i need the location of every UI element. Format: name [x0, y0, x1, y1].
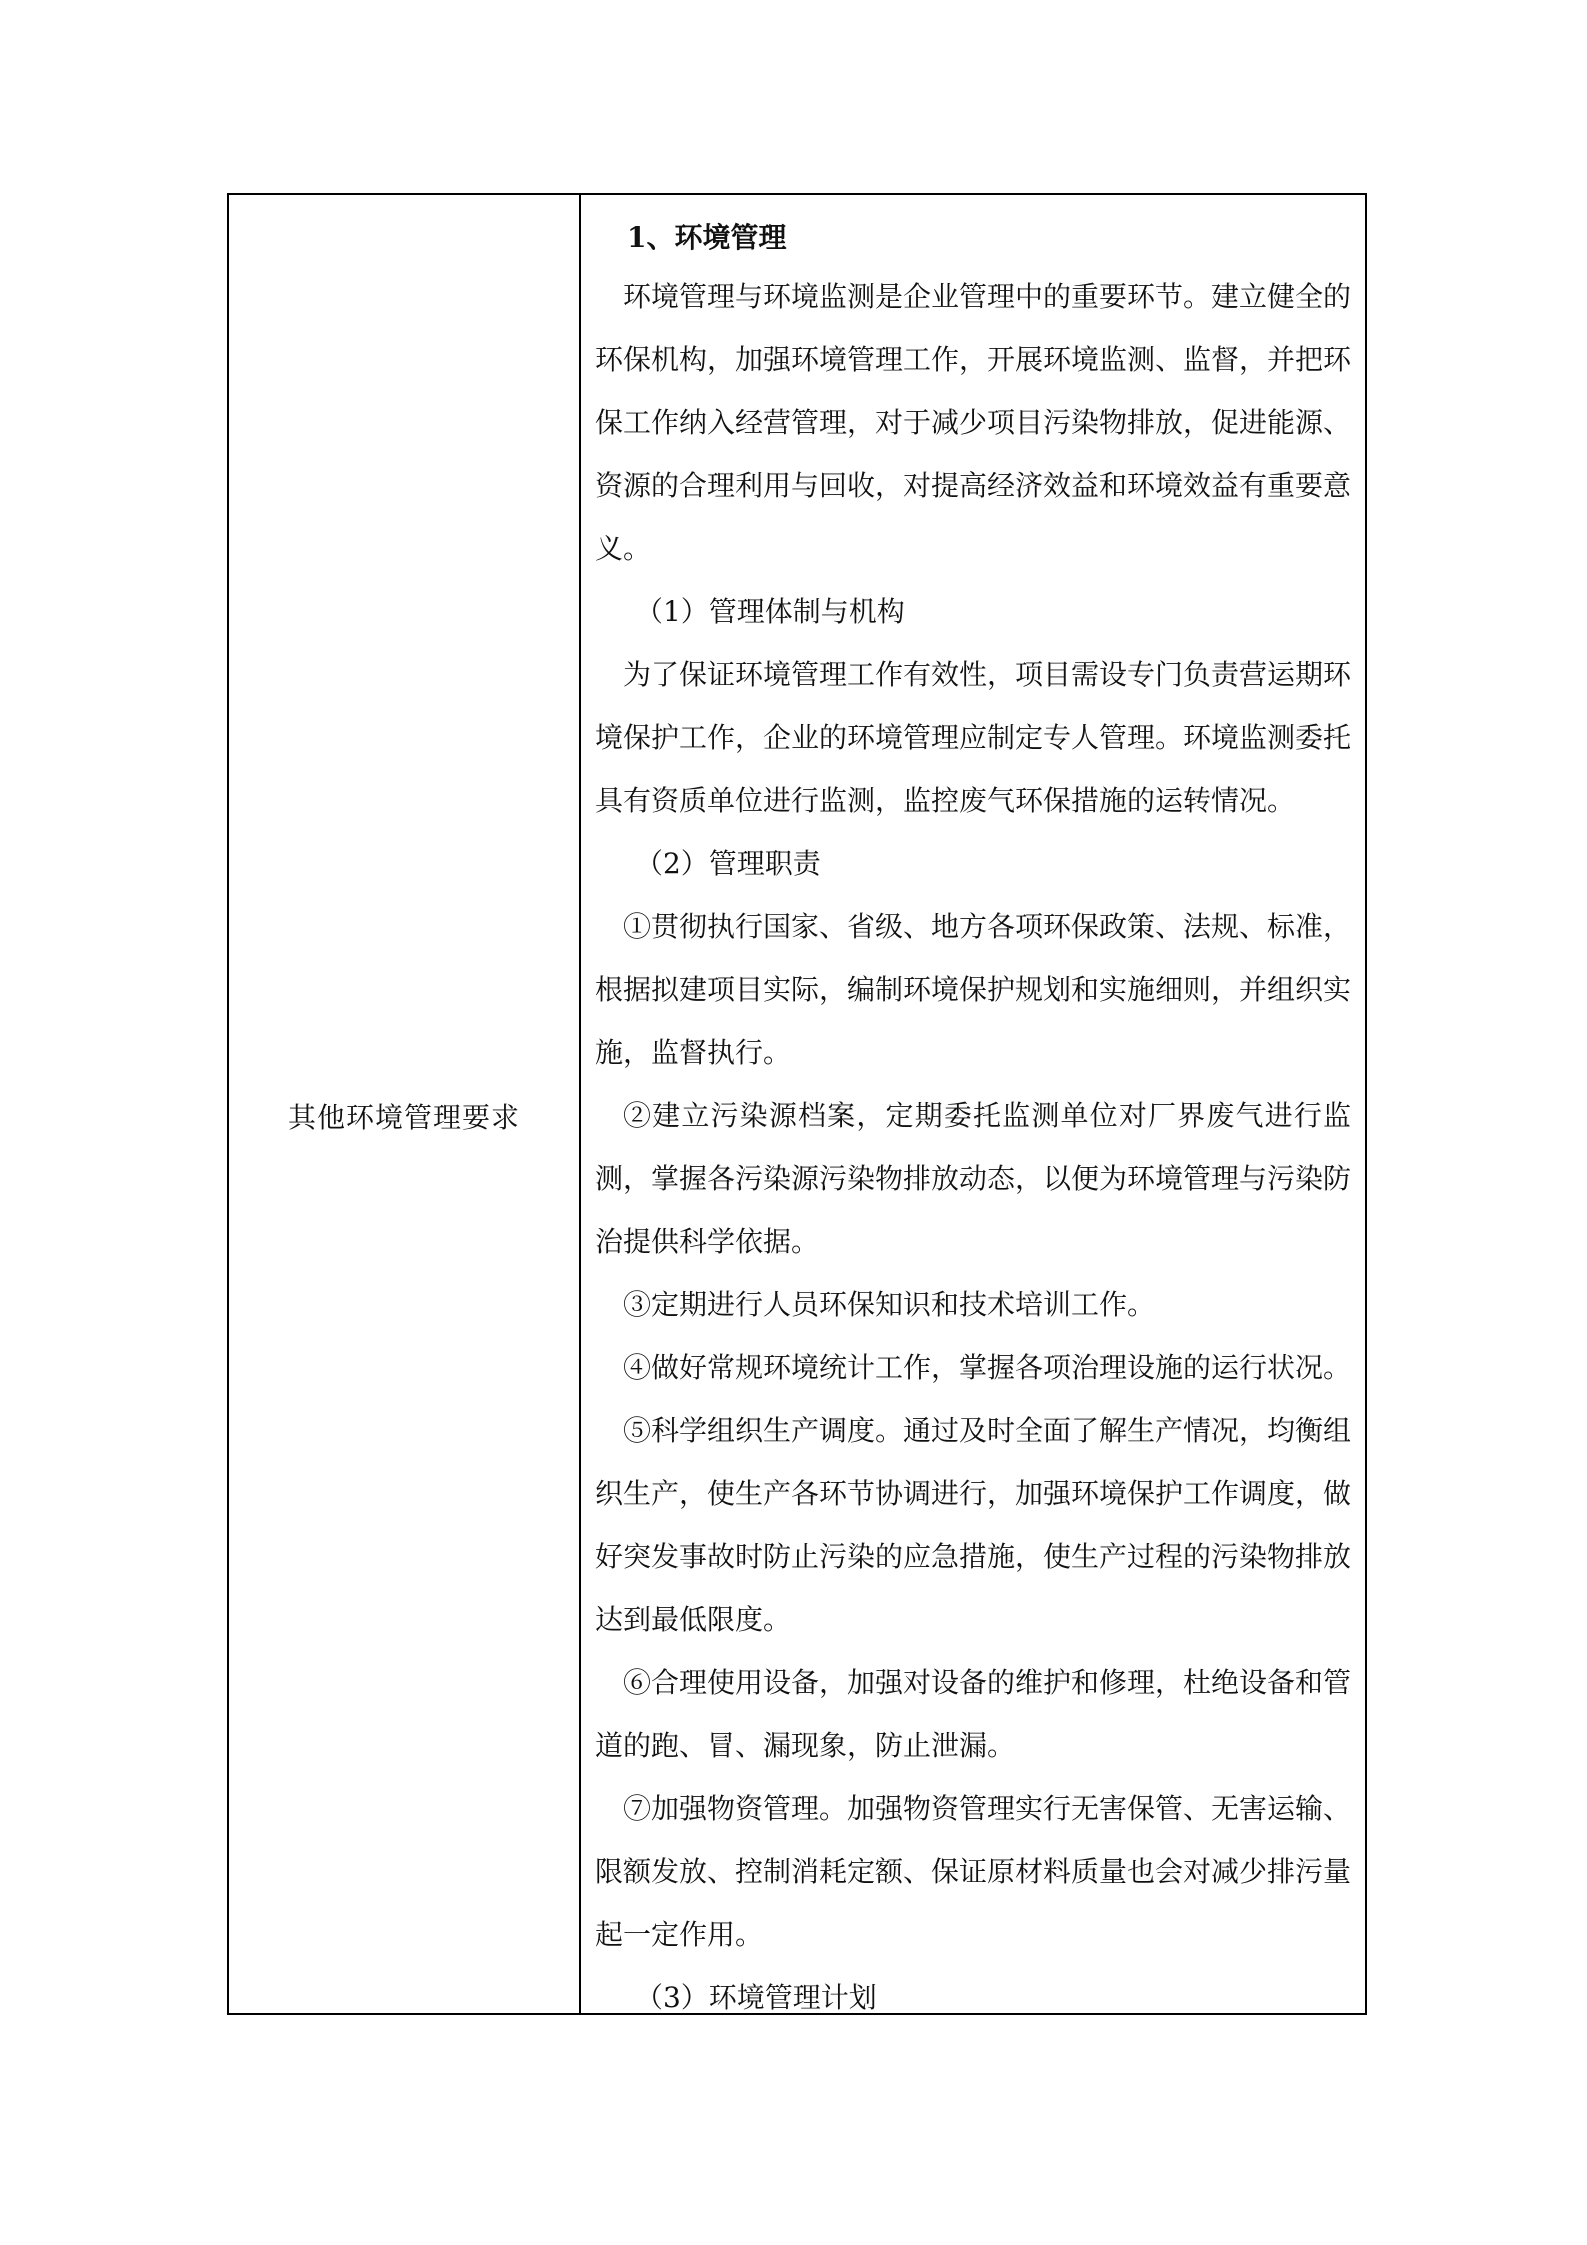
paragraph-line: 环保机构，加强环境管理工作，开展环境监测、监督，并把环	[594, 343, 1351, 376]
paragraph-line: 织生产，使生产各环节协调进行，加强环境保护工作调度，做	[594, 1477, 1351, 1510]
row-label: 其他环境管理要求	[287, 1101, 520, 1134]
paragraph-line: 义。	[594, 532, 651, 565]
subsection-heading: （1）管理体制与机构	[634, 595, 905, 628]
paragraph-line: 测，掌握各污染源污染物排放动态，以便为环境管理与污染防	[594, 1162, 1351, 1195]
requirements-table	[227, 193, 1367, 2015]
section-heading: 1、环境管理	[626, 221, 787, 254]
paragraph-line: 资源的合理利用与回收，对提高经济效益和环境效益有重要意	[594, 469, 1351, 502]
paragraph-line: 保工作纳入经营管理，对于减少项目污染物排放，促进能源、	[594, 406, 1351, 439]
paragraph-line: ⑦加强物资管理。加强物资管理实行无害保管、无害运输、	[622, 1792, 1351, 1825]
paragraph-line: 起一定作用。	[594, 1918, 763, 1951]
paragraph-line: ④做好常规环境统计工作，掌握各项治理设施的运行状况。	[622, 1351, 1351, 1384]
paragraph-line: 环境管理与环境监测是企业管理中的重要环节。建立健全的	[622, 280, 1351, 313]
paragraph-line: 道的跑、冒、漏现象，防止泄漏。	[594, 1729, 1015, 1762]
paragraph-line: ⑥合理使用设备，加强对设备的维护和修理，杜绝设备和管	[622, 1666, 1351, 1699]
paragraph-line: 达到最低限度。	[594, 1603, 791, 1636]
paragraph-line: 具有资质单位进行监测，监控废气环保措施的运转情况。	[594, 784, 1295, 817]
paragraph-line: 限额发放、控制消耗定额、保证原材料质量也会对减少排污量	[594, 1855, 1351, 1888]
paragraph-line: 治提供科学依据。	[594, 1225, 819, 1258]
label-cell	[229, 195, 581, 2013]
paragraph-line: ②建立污染源档案，定期委托监测单位对厂界废气进行监	[622, 1099, 1351, 1132]
paragraph-line: ③定期进行人员环保知识和技术培训工作。	[622, 1288, 1155, 1321]
paragraph-line: 境保护工作，企业的环境管理应制定专人管理。环境监测委托	[594, 721, 1351, 754]
paragraph-line: 施，监督执行。	[594, 1036, 791, 1069]
paragraph-line: 为了保证环境管理工作有效性，项目需设专门负责营运期环	[622, 658, 1351, 691]
paragraph-line: ①贯彻执行国家、省级、地方各项环保政策、法规、标准，	[622, 910, 1351, 943]
paragraph-line: 好突发事故时防止污染的应急措施，使生产过程的污染物排放	[594, 1540, 1351, 1573]
content-cell	[581, 195, 1365, 2013]
subsection-heading: （2）管理职责	[634, 847, 821, 880]
subsection-heading: （3）环境管理计划	[634, 1981, 877, 2014]
paragraph-line: 根据拟建项目实际，编制环境保护规划和实施细则，并组织实	[594, 973, 1351, 1006]
paragraph-line: ⑤科学组织生产调度。通过及时全面了解生产情况，均衡组	[622, 1414, 1351, 1447]
